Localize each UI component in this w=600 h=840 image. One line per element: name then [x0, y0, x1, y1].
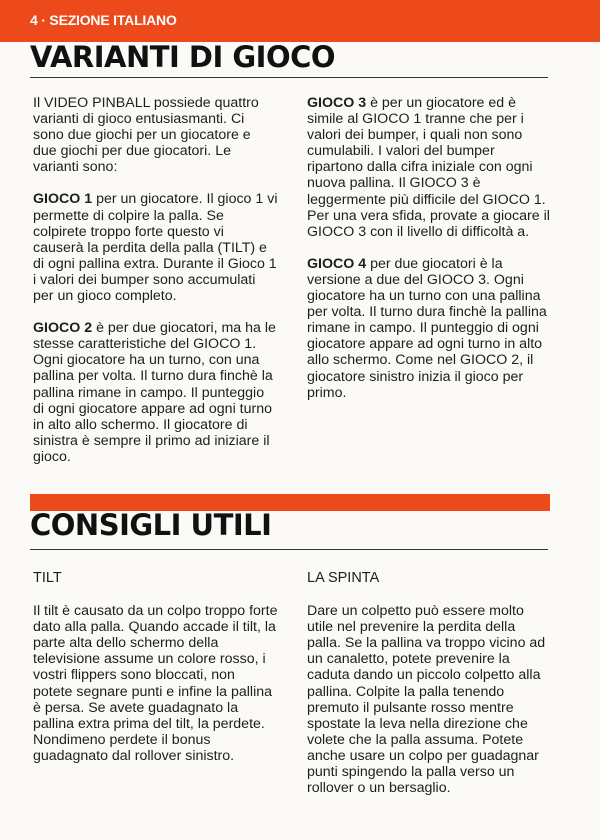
spinta-paragraph: Dare un colpetto può essere molto utile nel prevenire la perdita della palla. Se la pallina va troppo vicino ad un canaletto, potete prevenire la caduta dando un piccolo colpetto alla pallina. Colpite la palla tenendo premuto il pulsante rosso mentre spostate la leva nella direzione che volete che la palla assuma. Potete anche usare un colpo per guadagnar punti spingendo la palla verso un rollover o un bersaglio.: [307, 603, 546, 797]
tilt-paragraph: Il tilt è causato da un colpo troppo forte dato alla palla. Quando accade il tilt, la parte alta dello schermo della televisione assume un colore rosso, i vostri flippers sono bloccati, non potete segnare punti e infine la pallina è persa. Se avete guadagnato la pallina extra prima del tilt, la perdete. Nondimeno perdete il bonus guadagnato dal rollover sinistro.: [33, 603, 278, 764]
game1-text: per un giocatore. Il gioco 1 vi permette di colpire la palla. Se colpirete troppo forte questo vi causerà la perdita della palla (TILT) e di ogni pallina extra. Durante il Gioco 1 i valori dei bumper sono accumulati per un gioco completo.: [33, 191, 278, 305]
tilt-heading: TILT: [33, 570, 62, 586]
game3-paragraph: [307, 95, 552, 240]
title-rule: [30, 77, 548, 78]
title-rule: [30, 549, 548, 550]
column-right-varianti: [307, 95, 552, 417]
column-spinta: [307, 570, 552, 812]
spinta-heading: LA SPINTA: [307, 570, 380, 586]
game4-label: GIOCO 4: [307, 255, 367, 272]
game1-label: GIOCO 1: [33, 191, 93, 208]
section-title-varianti: VARIANTI DI GIOCO: [30, 40, 336, 74]
game1-paragraph: [33, 191, 278, 304]
game2-text: è per due giocatori, ma ha le stesse caratteristiche del GIOCO 1. Ogni giocatore ha un turno, con una pallina per volta. Il turno dura finchè la pallina rimane in campo. Il punteggio di ogni giocatore appare ad ogni turno in alto allo schermo. Il giocatore di sinistra è sempre il primo ad iniziare il gioco.: [33, 320, 276, 465]
intro-paragraph: Il VIDEO PINBALL possiede quattro varianti di gioco entusiasmanti. Ci sono due giochi per un giocatore e due giochi per due giocatori. Le varianti sono:: [33, 95, 259, 176]
game3-text: è per un giocatore ed è simile al GIOCO 1 tranne che per i valori dei bumper, i quali non sono cumulabili. I valori del bumper ripartono dalla cifra iniziale con ogni nuova pallina. Il GIOCO 3 è leggermente più difficile del GIOCO 1. Per una vera sfida, provate a giocare il GIOCO 3 con il livello di difficoltà a.: [307, 95, 550, 240]
column-left-varianti: [33, 95, 278, 481]
game4-paragraph: [307, 256, 552, 401]
column-tilt: [33, 570, 278, 780]
page-label: 4 · SEZIONE ITALIANO: [30, 12, 177, 28]
game2-paragraph: [33, 320, 278, 465]
game2-label: GIOCO 2: [33, 320, 93, 337]
game4-text: per due giocatori è la versione a due del GIOCO 3. Ogni giocatore ha un turno con una pallina per volta. Il turno dura finchè la pallina rimane in campo. Il punteggio di ogni giocatore appare ad ogni turno in alto allo schermo. Come nel GIOCO 2, il giocatore sinistro inizia il gioco per primo.: [307, 255, 547, 401]
game3-label: GIOCO 3: [307, 95, 367, 111]
section-title-consigli: CONSIGLI UTILI: [30, 508, 272, 542]
